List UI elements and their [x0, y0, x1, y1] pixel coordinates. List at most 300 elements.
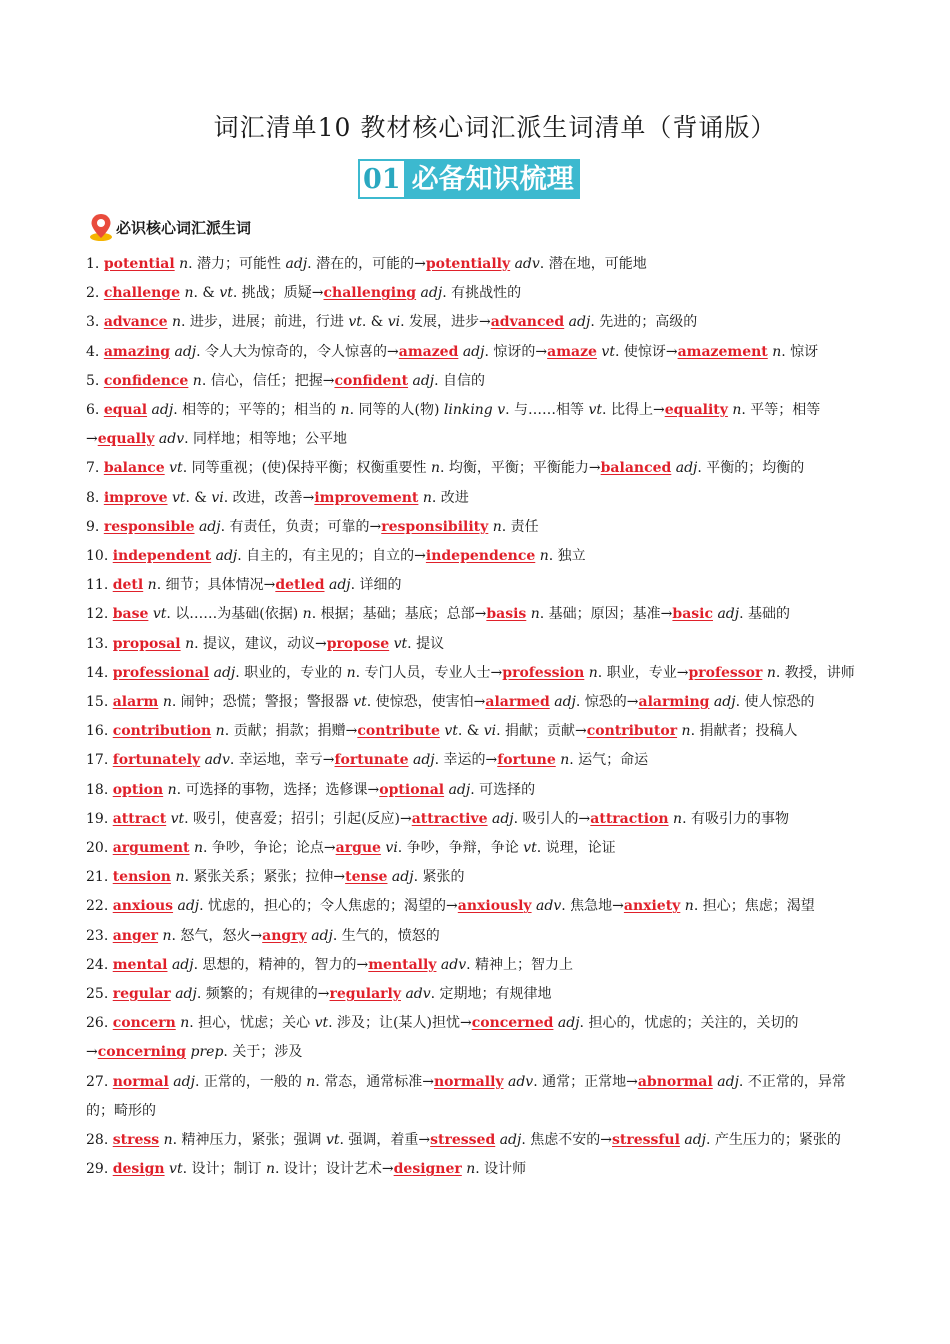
definition-text: . 自信的 — [434, 372, 486, 389]
definition-text: . 不正常的，异常的；畸形的 — [86, 1073, 846, 1119]
headword: professor — [688, 664, 763, 681]
entry-number: 24. — [86, 956, 113, 973]
headword: mental — [112, 956, 168, 973]
definition-text: . 基础；原因；基准→ — [539, 606, 673, 623]
entry-number: 21. — [86, 869, 113, 886]
part-of-speech: n — [306, 1073, 316, 1090]
definition-text: . 相等的；平等的；相当的 — [173, 402, 341, 419]
part-of-speech: adj — [717, 1073, 739, 1090]
entry-number: 14. — [86, 664, 113, 681]
headword: potential — [103, 256, 175, 272]
entry-number: 4. — [86, 343, 104, 360]
definition-text: . 紧张的 — [413, 869, 465, 886]
entry-number: 9. — [86, 518, 104, 535]
entry-number: 16. — [86, 723, 113, 740]
definition-text: . 怒气，怒火→ — [171, 927, 263, 944]
part-of-speech: n — [530, 606, 540, 623]
headword: confidence — [103, 372, 189, 389]
entry-number: 8. — [86, 489, 104, 506]
headword: stressful — [612, 1132, 680, 1149]
headword: design — [112, 1161, 165, 1178]
headword: independence — [425, 548, 536, 565]
entry-number: 12. — [86, 606, 113, 623]
headword: attractive — [411, 810, 488, 827]
headword: challenging — [323, 285, 417, 302]
definition-text: . 提议，建议，动议→ — [194, 635, 327, 652]
part-of-speech: n — [163, 1132, 173, 1149]
part-of-speech: n — [302, 606, 312, 623]
part-of-speech: vt — [169, 1161, 183, 1178]
definition-text: . 基础的 — [739, 606, 791, 623]
vocab-entry — [86, 746, 868, 775]
definition-text: . 争吵，争论；论点→ — [202, 840, 336, 857]
vocab-entry — [86, 717, 868, 746]
definition-text: . 设计师 — [475, 1161, 527, 1178]
headword: alarm — [112, 694, 159, 711]
entry-number: 19. — [86, 810, 113, 827]
definition-text: . 潜在的，可能的→ — [307, 256, 426, 272]
part-of-speech: adj — [177, 898, 200, 915]
entry-number: 22. — [86, 898, 113, 915]
part-of-speech: n — [492, 518, 502, 535]
part-of-speech: n — [346, 664, 356, 681]
part-of-speech: adj — [412, 752, 435, 769]
part-of-speech: vt — [169, 460, 183, 477]
definition-text: . 同等的人(物) — [349, 402, 444, 419]
definition-text: . 捐献者；投稿人 — [690, 723, 798, 740]
definition-text: . 幸运的→ — [434, 752, 498, 769]
part-of-speech: n — [185, 635, 195, 652]
part-of-speech: vt — [152, 606, 167, 623]
headword: basis — [486, 606, 527, 623]
definition-text: . 详细的 — [350, 577, 402, 594]
definition-text: . 细节；具体情况→ — [156, 577, 276, 594]
part-of-speech: adj — [215, 548, 238, 565]
part-of-speech: adv — [507, 1073, 534, 1090]
vocab-entry — [86, 1155, 868, 1184]
vocab-entry — [86, 1009, 868, 1067]
part-of-speech: adv — [536, 898, 562, 915]
headword: regular — [112, 986, 171, 1003]
headword: proposal — [112, 635, 181, 652]
part-of-speech: adj — [684, 1132, 707, 1149]
part-of-speech: prep — [190, 1044, 224, 1061]
definition-text: . 先进的；高级的 — [590, 314, 698, 331]
entry-number: 28. — [86, 1132, 113, 1149]
part-of-speech: n — [175, 869, 185, 886]
definition-text: . 可选择的事物，选择；选修课→ — [176, 781, 380, 798]
definition-text: . 进步，进展；前进，行进 — [180, 314, 349, 331]
headword: concerning — [97, 1044, 187, 1061]
part-of-speech: n — [162, 694, 172, 711]
definition-text: . 潜在地，可能地 — [539, 256, 647, 272]
headword: concerned — [471, 1015, 554, 1032]
headword: challenge — [103, 285, 181, 302]
part-of-speech: vt — [171, 489, 186, 506]
part-of-speech: adj — [568, 314, 591, 331]
headword: professional — [112, 664, 210, 681]
part-of-speech: vt — [444, 723, 458, 740]
part-of-speech: n — [193, 840, 203, 857]
definition-text: . & — [361, 314, 388, 331]
part-of-speech: n — [179, 256, 189, 272]
headword: equally — [97, 431, 155, 448]
vocab-entry — [86, 892, 868, 921]
part-of-speech: n — [466, 1161, 476, 1178]
part-of-speech: adj — [328, 577, 351, 594]
definition-text: . 根据；基础；基底；总部→ — [311, 606, 487, 623]
vocab-entry — [86, 542, 868, 571]
headword: responsibility — [381, 518, 489, 535]
part-of-speech: n — [560, 752, 570, 769]
vocab-entry — [86, 513, 868, 542]
part-of-speech: n — [430, 460, 440, 477]
definition-text: . 挑战；质疑→ — [232, 285, 324, 302]
definition-text: . 焦急地→ — [561, 898, 624, 915]
headword: detled — [275, 577, 325, 594]
definition-text: . 教授，讲师 — [775, 664, 855, 681]
part-of-speech: adj — [448, 781, 471, 798]
definition-text: . 产生压力的；紧张的 — [706, 1132, 841, 1149]
headword: propose — [326, 635, 390, 652]
headword: base — [112, 606, 149, 623]
vocab-entry — [86, 338, 868, 367]
definition-text: . 担心，忧虑；关心 — [189, 1015, 315, 1032]
headword: fortunately — [112, 752, 201, 769]
location-pin-icon — [88, 212, 114, 242]
definition-text: . 惊讶的→ — [484, 343, 548, 360]
headword: attract — [112, 810, 167, 827]
definition-text: . 令人大为惊奇的，令人惊喜的→ — [196, 343, 399, 360]
headword: detl — [112, 577, 144, 594]
part-of-speech: linking v — [443, 402, 506, 419]
part-of-speech: vt — [588, 402, 603, 419]
part-of-speech: n — [265, 1161, 275, 1178]
definition-text: . 常态，通常标准→ — [315, 1073, 434, 1090]
definition-text: . 忧虑的，担心的；令人焦虑的；渴望的→ — [199, 898, 458, 915]
part-of-speech: vt — [170, 810, 185, 827]
headword: profession — [502, 664, 585, 681]
definition-text: . 闹钟；恐慌；警报；警报器 — [171, 694, 354, 711]
definition-text: . 生气的，愤怒的 — [332, 927, 440, 944]
vocab-entry — [86, 454, 868, 483]
vocab-entry — [86, 484, 868, 513]
definition-text: . 定期地；有规律地 — [430, 986, 552, 1003]
headword: confident — [334, 372, 409, 389]
definition-text: . 贡献；捐款；捐赠→ — [224, 723, 358, 740]
definition-text: . 运气；命运 — [569, 752, 649, 769]
headword: tense — [345, 869, 388, 886]
definition-text: . 焦虑不安的→ — [521, 1132, 612, 1149]
part-of-speech: n — [684, 898, 694, 915]
definition-text: . 紧张关系；紧张；拉伸→ — [184, 869, 346, 886]
headword: balance — [103, 460, 165, 477]
definition-text: . 正常的，一般的 — [194, 1073, 307, 1090]
headword: amazed — [398, 343, 459, 360]
headword: potentially — [425, 256, 511, 272]
definition-text: . 同样地；相等地；公平地 — [184, 431, 348, 448]
vocab-entry — [86, 630, 868, 659]
part-of-speech: n — [340, 402, 350, 419]
part-of-speech: vt — [348, 314, 362, 331]
headword: anxiety — [623, 898, 681, 915]
part-of-speech: n — [171, 314, 181, 331]
part-of-speech: vt — [523, 840, 537, 857]
headword: advance — [103, 314, 168, 331]
headword: balanced — [600, 460, 672, 477]
part-of-speech: adv — [405, 986, 431, 1003]
headword: angry — [262, 927, 307, 944]
headword: contributor — [586, 723, 678, 740]
vocab-entry — [86, 571, 868, 600]
headword: normal — [112, 1073, 169, 1090]
part-of-speech: adv — [158, 431, 185, 448]
definition-text: . 比得上→ — [602, 402, 665, 419]
part-of-speech: vt — [601, 343, 615, 360]
headword: optional — [379, 781, 445, 798]
headword: option — [112, 781, 164, 798]
definition-text: . 使惊讶→ — [614, 343, 678, 360]
definition-text: . 吸引人的→ — [513, 810, 591, 827]
part-of-speech: adj — [420, 285, 443, 302]
headword: equal — [103, 402, 148, 419]
entry-number: 10. — [86, 548, 113, 565]
headword: mentally — [368, 956, 437, 973]
vocab-entry — [86, 805, 868, 834]
part-of-speech: adj — [717, 606, 740, 623]
entry-number: 29. — [86, 1161, 113, 1178]
part-of-speech: vt — [325, 1132, 340, 1149]
definition-text: . 精神压力，紧张；强调 — [172, 1132, 326, 1149]
part-of-speech: vi — [211, 489, 224, 506]
part-of-speech: adv — [514, 256, 540, 272]
part-of-speech: vt — [353, 694, 367, 711]
headword: tension — [112, 869, 171, 886]
definition-text: . 专门人员，专业人士→ — [355, 664, 503, 681]
part-of-speech: adj — [675, 460, 698, 477]
headword: amaze — [547, 343, 597, 360]
definition-text: . 频繁的；有规律的→ — [196, 986, 330, 1003]
entry-number: 26. — [86, 1015, 113, 1032]
vocabulary-list — [86, 250, 868, 1185]
definition-text: . 争吵，争辩，争论 — [397, 840, 524, 857]
part-of-speech: n — [539, 548, 549, 565]
part-of-speech: n — [180, 1015, 190, 1032]
headword: contribution — [112, 723, 212, 740]
definition-text: . 担心的，忧虑的；关注的，关切的→ — [86, 1015, 799, 1061]
vocab-entry — [86, 863, 868, 892]
entry-number: 13. — [86, 635, 113, 652]
headword: improvement — [314, 489, 419, 506]
headword: stress — [112, 1132, 160, 1149]
vocab-entry — [86, 980, 868, 1009]
part-of-speech: adj — [175, 986, 197, 1003]
entry-number: 17. — [86, 752, 113, 769]
part-of-speech: vi — [387, 314, 401, 331]
part-of-speech: n — [162, 927, 172, 944]
part-of-speech: n — [673, 810, 683, 827]
part-of-speech: vi — [483, 723, 497, 740]
part-of-speech: adj — [171, 956, 194, 973]
definition-text: . 使惊恐，使害怕→ — [366, 694, 486, 711]
headword: anxiously — [457, 898, 532, 915]
headword: contribute — [357, 723, 440, 740]
definition-text: . 责任 — [501, 518, 539, 535]
part-of-speech: n — [184, 285, 194, 302]
definition-text: . 担心；焦虑；渴望 — [693, 898, 815, 915]
definition-text: . 与……相等 — [505, 402, 589, 419]
part-of-speech: n — [681, 723, 691, 740]
part-of-speech: n — [422, 489, 432, 506]
definition-text: . 发展，进步→ — [400, 314, 491, 331]
part-of-speech: n — [215, 723, 225, 740]
definition-text: . 可选择的 — [470, 781, 536, 798]
entry-number: 1. — [86, 256, 104, 272]
definition-text: . 独立 — [548, 548, 586, 565]
headword: improve — [103, 489, 168, 506]
part-of-speech: adj — [412, 372, 435, 389]
vocab-entry — [86, 250, 868, 279]
definition-text: . 平等；相等→ — [86, 402, 821, 448]
part-of-speech: adj — [499, 1132, 522, 1149]
entry-number: 11. — [86, 577, 113, 594]
definition-text: . & — [457, 723, 484, 740]
headword: argument — [112, 840, 190, 857]
part-of-speech: n — [192, 372, 202, 389]
vocab-entry — [86, 1068, 868, 1126]
headword: argue — [335, 840, 381, 857]
entry-number: 20. — [86, 840, 113, 857]
definition-text: . 惊恐的→ — [575, 694, 639, 711]
headword: stressed — [430, 1132, 496, 1149]
definition-text: . 自主的，有主见的；自立的→ — [237, 548, 426, 565]
headword: concern — [112, 1015, 176, 1032]
part-of-speech: adj — [462, 343, 485, 360]
part-of-speech: adv — [204, 752, 230, 769]
vocab-entry — [86, 600, 868, 629]
definition-text: . 提议 — [407, 635, 445, 652]
definition-text: . 均衡，平衡；平衡能力→ — [440, 460, 601, 477]
headword: fortune — [497, 752, 556, 769]
vocab-entry — [86, 659, 868, 688]
vocab-entry — [86, 922, 868, 951]
document-title: 词汇清单10 教材核心词汇派生词清单（背诵版） — [213, 113, 777, 142]
definition-text: . 设计；制订 — [182, 1161, 266, 1178]
part-of-speech: adj — [492, 810, 514, 827]
headword: designer — [393, 1161, 462, 1178]
definition-text: . 说理，论证 — [536, 840, 616, 857]
entry-number: 6. — [86, 402, 104, 419]
part-of-speech: vt — [219, 285, 233, 302]
definition-text: . 捐献；贡献→ — [496, 723, 587, 740]
headword: advanced — [490, 314, 565, 331]
definition-text: . 以……为基础(依据) — [166, 606, 303, 623]
part-of-speech: adj — [391, 869, 414, 886]
definition-text: . 信心，信任；把握→ — [201, 372, 335, 389]
headword: independent — [112, 548, 212, 565]
headword: amazement — [677, 343, 768, 360]
entry-number: 5. — [86, 372, 104, 389]
entry-number: 27. — [86, 1073, 113, 1090]
definition-text: . 涉及；让(某人)担忧→ — [328, 1015, 472, 1032]
headword: normally — [433, 1073, 504, 1090]
definition-text: . 强调，着重→ — [339, 1132, 431, 1149]
definition-text: . 改进 — [431, 489, 469, 506]
definition-text: . & — [185, 489, 212, 506]
definition-text: . 改进，改善→ — [223, 489, 315, 506]
part-of-speech: adj — [311, 927, 333, 944]
entry-number: 23. — [86, 927, 113, 944]
section-label: 必识核心词汇派生词 — [116, 218, 252, 237]
definition-text: . 有挑战性的 — [442, 285, 522, 302]
definition-text: . 有责任，负责；可靠的→ — [220, 518, 382, 535]
part-of-speech: adj — [198, 518, 221, 535]
part-of-speech: n — [732, 402, 742, 419]
part-of-speech: n — [588, 664, 598, 681]
banner-text: 必备知识梳理 — [406, 159, 580, 199]
part-of-speech: n — [147, 577, 157, 594]
headword: anxious — [112, 898, 174, 915]
definition-text: . 惊讶 — [781, 343, 819, 360]
part-of-speech: n — [772, 343, 782, 360]
vocab-entry — [86, 308, 868, 337]
headword: alarming — [638, 694, 710, 711]
headword: amazing — [103, 343, 171, 360]
part-of-speech: adj — [173, 1073, 195, 1090]
part-of-speech: adj — [285, 256, 308, 272]
definition-text: . 职业的，专业的 — [235, 664, 347, 681]
section-banner — [358, 159, 580, 199]
entry-number: 3. — [86, 314, 104, 331]
definition-text: . 吸引，使喜爱；招引；引起(反应)→ — [184, 810, 412, 827]
headword: anger — [112, 927, 159, 944]
headword: attraction — [590, 810, 669, 827]
definition-text: . 思想的，精神的，智力的→ — [193, 956, 369, 973]
headword: basic — [672, 606, 713, 623]
headword: fortunate — [334, 752, 409, 769]
definition-text: . 使人惊恐的 — [735, 694, 815, 711]
vocab-entry — [86, 396, 868, 454]
part-of-speech: adj — [713, 694, 736, 711]
definition-text: . 精神上；智力上 — [466, 956, 574, 973]
vocab-entry — [86, 951, 868, 980]
definition-text: . 设计；设计艺术→ — [274, 1161, 394, 1178]
headword: alarmed — [485, 694, 550, 711]
vocab-entry — [86, 834, 868, 863]
part-of-speech: vt — [393, 635, 408, 652]
part-of-speech: vt — [314, 1015, 329, 1032]
banner-number: 01 — [358, 159, 406, 199]
entry-number: 2. — [86, 285, 104, 302]
entry-number: 15. — [86, 694, 113, 711]
vocab-entry — [86, 776, 868, 805]
vocab-entry — [86, 367, 868, 396]
definition-text: . 潜力；可能性 — [188, 256, 286, 272]
part-of-speech: adj — [174, 343, 197, 360]
definition-text: . 通常；正常地→ — [533, 1073, 638, 1090]
headword: abnormal — [637, 1073, 713, 1090]
part-of-speech: adj — [151, 402, 174, 419]
entry-number: 25. — [86, 986, 113, 1003]
section-heading — [88, 212, 251, 242]
part-of-speech: n — [167, 781, 177, 798]
definition-text: . 职业，专业→ — [597, 664, 689, 681]
headword: regularly — [329, 986, 401, 1003]
vocab-entry — [86, 279, 868, 308]
definition-text: . 有吸引力的事物 — [682, 810, 789, 827]
headword: responsible — [103, 518, 195, 535]
part-of-speech: adj — [557, 1015, 580, 1032]
